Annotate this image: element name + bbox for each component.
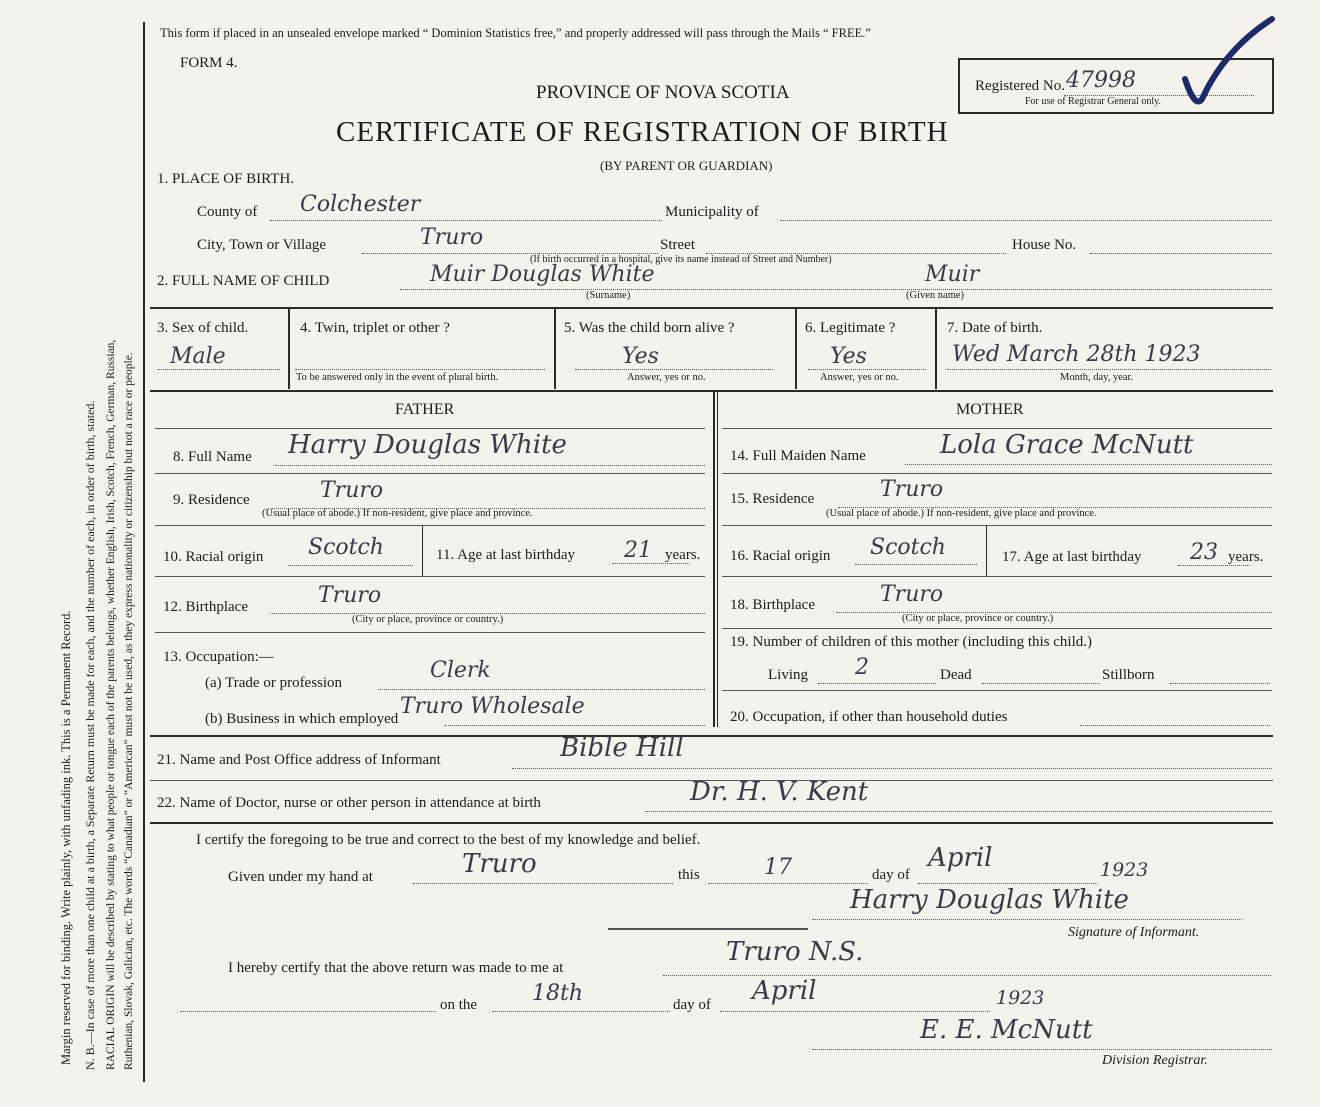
on-month-value: April (752, 976, 817, 1006)
stillborn-dots (1170, 683, 1270, 684)
father-name-label: 8. Full Name (173, 449, 252, 465)
county-dots (270, 220, 662, 221)
father-name-value: Harry Douglas White (288, 430, 567, 460)
father-residence-value: Truro (320, 478, 384, 503)
month-value: April (928, 843, 993, 873)
center-rule (713, 392, 715, 727)
registered-number: 47998 (1066, 68, 1136, 93)
rule (155, 473, 705, 474)
twin-dots (295, 369, 545, 370)
city-value: Truro (420, 225, 484, 250)
child-name-dots (400, 289, 1272, 290)
child-given-value: Muir (925, 262, 980, 287)
alive-label: 5. Was the child born alive ? (564, 320, 735, 336)
father-business-dots (444, 725, 705, 726)
mother-race-value: Scotch (870, 535, 946, 560)
registrar-label: Division Registrar. (1102, 1053, 1208, 1068)
mother-age-value: 23 (1190, 540, 1218, 565)
hereby-place-value: Truro N.S. (726, 937, 864, 967)
street-label: Street (660, 237, 695, 253)
father-race-value: Scotch (308, 535, 384, 560)
living-label: Living (768, 667, 808, 683)
mother-race-label: 16. Racial origin (730, 548, 831, 564)
living-value: 2 (855, 655, 869, 680)
father-business-value: Truro Wholesale (400, 694, 585, 719)
registrar-note: For use of Registrar General only. (1025, 96, 1161, 107)
registered-label: Registered No. (975, 78, 1065, 94)
signature-label: Signature of Informant. (1068, 925, 1200, 940)
on-year-value: 1923 (996, 987, 1045, 1009)
legitimate-note: Answer, yes or no. (820, 372, 899, 383)
given-place-dots (413, 883, 673, 884)
registrar-signature: E. E. McNutt (920, 1015, 1093, 1045)
mother-birthplace-value: Truro (880, 582, 944, 607)
on-day-dots (492, 1011, 670, 1012)
rule (608, 928, 808, 930)
dob-value: Wed March 28th 1923 (952, 342, 1201, 367)
city-label: City, Town or Village (197, 237, 327, 253)
given-place-value: Truro (462, 849, 537, 879)
father-trade-dots (378, 689, 705, 690)
twin-label: 4. Twin, triplet or other ? (300, 320, 450, 336)
alive-dots (575, 369, 773, 370)
dead-label: Dead (940, 667, 972, 683)
mother-occupation-dots (1080, 725, 1270, 726)
rule (155, 576, 705, 577)
on-dots-left (180, 1011, 436, 1012)
surname-note: (Surname) (586, 290, 631, 301)
sex-dots (157, 369, 280, 370)
mother-age-years: years. (1228, 549, 1264, 565)
father-birthplace-note: (City or place, province or country.) (352, 614, 504, 625)
col-rule (935, 309, 937, 389)
rule-1 (150, 307, 1273, 309)
alive-value: Yes (622, 344, 659, 369)
informant-value: Bible Hill (560, 733, 684, 763)
place-heading: 1. PLACE OF BIRTH. (157, 171, 295, 187)
father-heading: FATHER (395, 401, 455, 418)
father-business-label: (b) Business in which employed (205, 711, 399, 727)
father-race-label: 10. Racial origin (163, 549, 264, 565)
informant-dots (512, 768, 1272, 769)
col-rule (986, 526, 987, 576)
mother-age-label: 17. Age at last birthday (1002, 549, 1142, 565)
mother-name-dots (905, 464, 1272, 465)
living-dots (818, 683, 936, 684)
child-name-label: 2. FULL NAME OF CHILD (157, 273, 330, 289)
margin-note-4: Ruthenian, Slovak, Galician, etc. The words “Canadian” or “American” must not be used, as they express nationality or citizenship but not a race or people. (123, 352, 135, 1070)
given-label: Given under my hand at (228, 869, 373, 885)
on-day-value: 18th (532, 981, 584, 1006)
mother-name-label: 14. Full Maiden Name (730, 448, 866, 464)
dob-note: Month, day, year. (1060, 372, 1134, 383)
center-rule-2 (717, 392, 718, 727)
father-occupation-label: 13. Occupation:— (163, 649, 274, 665)
father-residence-note: (Usual place of abode.) If non-resident, give place and province. (262, 508, 533, 519)
dob-dots (947, 369, 1271, 370)
on-the-label: on the (440, 997, 478, 1013)
rule (722, 428, 1272, 429)
hospital-note: (If birth occurred in a hospital, give its name instead of Street and Number) (530, 254, 832, 265)
mother-residence-label: 15. Residence (730, 491, 815, 507)
rule (155, 525, 705, 526)
father-age-value: 21 (624, 538, 652, 563)
county-value: Colchester (300, 192, 421, 217)
rule-2 (150, 390, 1273, 392)
legitimate-label: 6. Legitimate ? (805, 320, 896, 336)
father-residence-label: 9. Residence (173, 492, 250, 508)
rule (722, 525, 1272, 526)
father-birthplace-label: 12. Birthplace (163, 599, 248, 615)
county-label: County of (197, 204, 258, 220)
mother-residence-note: (Usual place of abode.) If non-resident, give place and province. (826, 508, 1097, 519)
mother-race-dots (855, 564, 977, 565)
doctor-value: Dr. H. V. Kent (690, 777, 869, 807)
father-trade-label: (a) Trade or profession (205, 675, 343, 691)
margin-note-3: RACIAL ORIGIN will be described by stating to what people or tongue each of the parents belongs, whether English, Irish, Scotch, French, German, Russian, (105, 339, 117, 1070)
mother-birthplace-note: (City or place, province or country.) (902, 613, 1054, 624)
mother-name-value: Lola Grace McNutt (940, 430, 1194, 460)
twin-note: To be answered only in the event of plural birth. (296, 372, 499, 383)
rule (722, 473, 1272, 474)
stillborn-label: Stillborn (1102, 667, 1155, 683)
check-mark-icon (1180, 14, 1280, 109)
certify-statement: I certify the foregoing to be true and correct to the best of my knowledge and belief. (196, 832, 701, 848)
rule-3 (150, 735, 1273, 737)
father-trade-value: Clerk (430, 658, 491, 683)
margin-rule (143, 22, 145, 1082)
rule (155, 632, 705, 633)
rule (155, 428, 705, 429)
hereby-label: I hereby certify that the above return was made to me at (228, 960, 564, 976)
child-surname-value: Muir Douglas White (430, 262, 655, 287)
day-value: 17 (764, 855, 792, 880)
this-label: this (678, 867, 700, 883)
mother-heading: MOTHER (956, 401, 1024, 418)
alive-note: Answer, yes or no. (627, 372, 706, 383)
day-dots (708, 883, 868, 884)
mother-residence-value: Truro (880, 477, 944, 502)
col-rule (422, 526, 423, 576)
signature-dots (812, 919, 1242, 920)
day-of-label-2: day of (673, 997, 711, 1013)
day-of-label: day of (872, 867, 910, 883)
sex-label: 3. Sex of child. (157, 320, 249, 336)
margin-note-1: Margin reserved for binding. Write plainly, with unfading ink. This is a Permanent Record. (59, 610, 73, 1065)
col-rule (554, 309, 556, 389)
father-race-dots (288, 565, 413, 566)
municipality-dots (780, 220, 1272, 221)
margin-note-2: N. B.—In case of more than one child at a birth, a Separate Return must be made for each, and the number of each, in order of birth, stated. (83, 400, 97, 1070)
rule (722, 576, 1272, 577)
given-name-note: (Given name) (906, 290, 965, 301)
sex-value: Male (170, 344, 226, 369)
rule (722, 690, 1272, 691)
mail-notice: This form if placed in an unsealed envelope marked “ Dominion Statistics free,” and properly addressed will pass through the Mails “ FREE.” (160, 26, 871, 40)
registrar-dots (812, 1049, 1272, 1050)
informant-label: 21. Name and Post Office address of Informant (157, 752, 441, 768)
province-heading: PROVINCE OF NOVA SCOTIA (536, 82, 790, 103)
col-rule (795, 309, 797, 389)
certificate-title: CERTIFICATE OF REGISTRATION OF BIRTH (336, 116, 949, 148)
mother-occupation-label: 20. Occupation, if other than household duties (730, 709, 1008, 725)
certificate-subtitle: (BY PARENT OR GUARDIAN) (600, 158, 773, 173)
doctor-dots (645, 811, 1272, 812)
house-label: House No. (1012, 237, 1077, 253)
doctor-label: 22. Name of Doctor, nurse or other person in attendance at birth (157, 795, 541, 811)
father-name-dots (275, 465, 705, 466)
form-number: FORM 4. (180, 55, 238, 71)
month-dots (918, 883, 1098, 884)
on-month-dots (720, 1011, 990, 1012)
mother-children-label: 19. Number of children of this mother (including this child.) (730, 634, 1093, 650)
informant-signature: Harry Douglas White (850, 885, 1129, 915)
rule (722, 628, 1272, 629)
legitimate-value: Yes (830, 344, 867, 369)
father-age-years: years. (665, 547, 701, 563)
municipality-label: Municipality of (665, 204, 759, 220)
rule-4 (150, 822, 1273, 824)
father-birthplace-value: Truro (318, 583, 382, 608)
legitimate-dots (808, 369, 926, 370)
dead-dots (982, 683, 1100, 684)
year-value: 1923 (1100, 859, 1149, 881)
dob-label: 7. Date of birth. (947, 320, 1043, 336)
father-age-label: 11. Age at last birthday (436, 547, 575, 563)
col-rule (288, 309, 290, 389)
house-dots (1090, 253, 1272, 254)
mother-birthplace-label: 18. Birthplace (730, 597, 815, 613)
